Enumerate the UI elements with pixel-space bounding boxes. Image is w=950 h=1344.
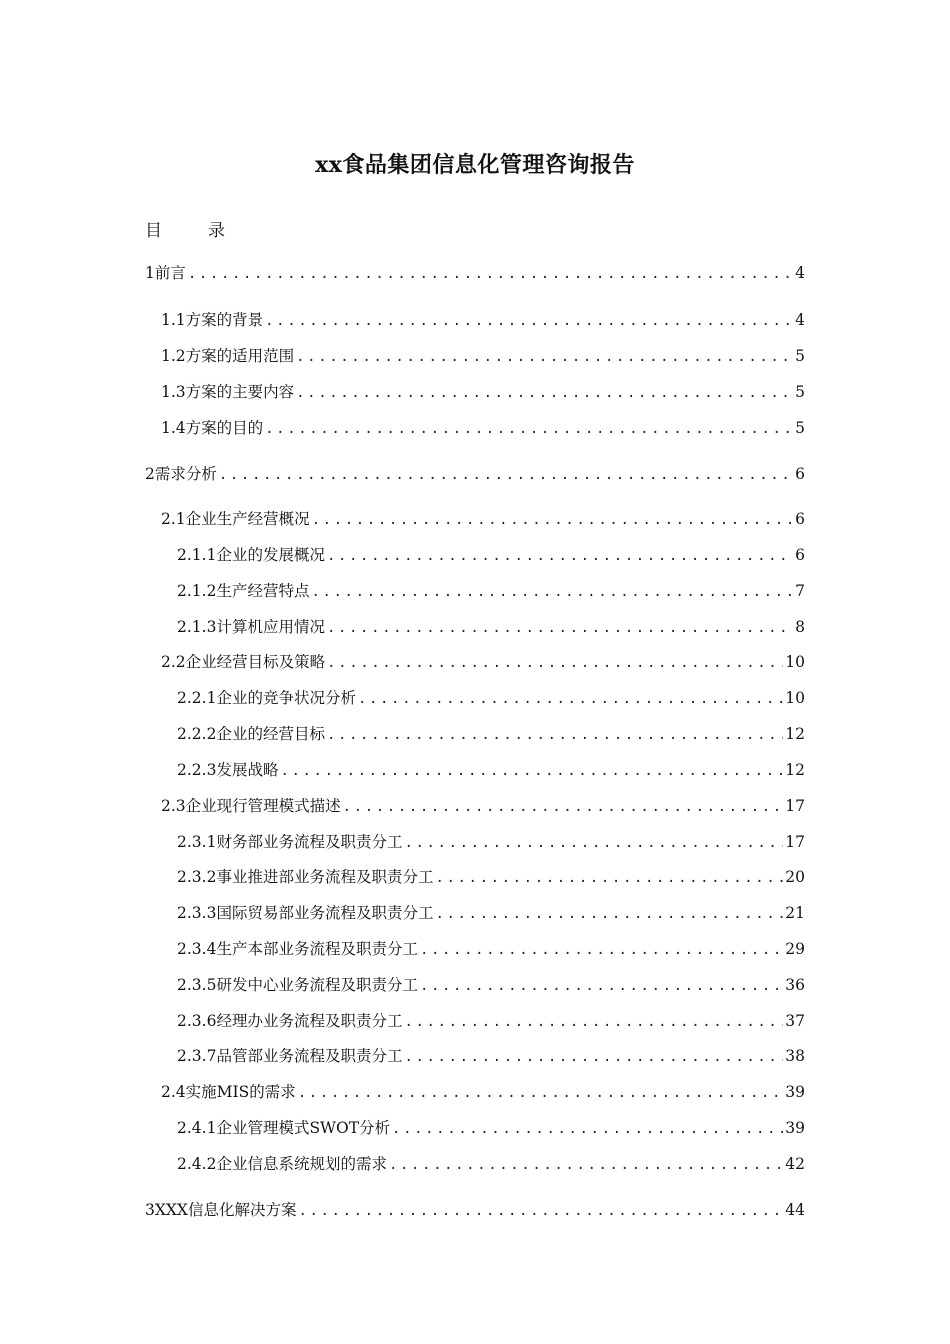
toc-dot-leader xyxy=(296,1200,783,1222)
toc-entry-page: 37 xyxy=(785,1012,805,1030)
toc-dot-leader xyxy=(325,545,793,567)
toc-entry-label: 2.4实施MIS的需求 xyxy=(161,1083,296,1101)
toc-entry-page: 21 xyxy=(785,904,805,922)
toc-entry-page: 4 xyxy=(795,311,805,329)
toc-entry[interactable] xyxy=(177,866,805,889)
toc-heading-left: 目 xyxy=(145,221,162,241)
toc-entry[interactable] xyxy=(145,463,805,486)
toc-entry-page: 42 xyxy=(785,1155,805,1173)
toc-entry[interactable] xyxy=(145,1199,805,1222)
toc-dot-leader xyxy=(433,867,783,889)
toc-entry-label: 2.3.6经理办业务流程及职责分工 xyxy=(177,1012,403,1030)
toc-entry-page: 36 xyxy=(785,976,805,994)
toc-dot-leader xyxy=(325,724,783,746)
toc-entry-label: 1.3方案的主要内容 xyxy=(161,383,295,401)
toc-entry[interactable] xyxy=(177,831,805,854)
toc-dot-leader xyxy=(402,1046,783,1068)
toc-entry[interactable] xyxy=(177,1153,805,1176)
toc-dot-leader xyxy=(186,263,793,285)
toc-entry-page: 6 xyxy=(795,465,805,483)
toc-entry[interactable] xyxy=(177,1117,805,1140)
toc-entry-label: 2.2.1企业的竞争状况分析 xyxy=(177,689,356,707)
toc-dot-leader xyxy=(310,509,793,531)
toc-dot-leader xyxy=(296,1082,784,1104)
toc-dot-leader xyxy=(325,652,783,674)
toc-dot-leader xyxy=(263,310,793,332)
toc-entry[interactable] xyxy=(177,1010,805,1033)
toc-entry[interactable] xyxy=(161,508,805,531)
toc-entry-page: 17 xyxy=(785,833,805,851)
toc-entry-label: 2.2.3发展战略 xyxy=(177,761,279,779)
toc-entry[interactable] xyxy=(177,1045,805,1068)
toc-entry-label: 2.1企业生产经营概况 xyxy=(161,510,310,528)
toc-entry-page: 38 xyxy=(785,1047,805,1065)
document-title: xx食品集团信息化管理咨询报告 xyxy=(315,152,635,178)
toc-entry[interactable] xyxy=(161,1081,805,1104)
toc-dot-leader xyxy=(263,418,793,440)
toc-entry[interactable] xyxy=(161,795,805,818)
toc-entry-page: 44 xyxy=(785,1201,805,1219)
toc-entry-label: 2.1.3计算机应用情况 xyxy=(177,618,325,636)
toc-entry-page: 6 xyxy=(795,546,805,564)
toc-dot-leader xyxy=(325,617,793,639)
toc-entry-label: 1前言 xyxy=(145,264,186,282)
toc-entry-page: 4 xyxy=(795,264,805,282)
toc-entry-label: 3XXX信息化解决方案 xyxy=(145,1201,297,1219)
toc-entry-label: 1.2方案的适用范围 xyxy=(161,347,295,365)
toc-entry-page: 8 xyxy=(795,618,805,636)
toc-entry[interactable] xyxy=(177,580,805,603)
toc-dot-leader xyxy=(433,903,783,925)
toc-dot-leader xyxy=(341,796,784,818)
toc-entry[interactable] xyxy=(145,262,805,285)
toc-entry-label: 2.3企业现行管理模式描述 xyxy=(161,797,341,815)
toc-entry-label: 2.3.7品管部业务流程及职责分工 xyxy=(177,1047,403,1065)
toc-entry-page: 17 xyxy=(785,797,805,815)
toc-dot-leader xyxy=(294,382,793,404)
toc-entry[interactable] xyxy=(161,309,805,332)
toc-entry-label: 2.3.3国际贸易部业务流程及职责分工 xyxy=(177,904,434,922)
toc-dot-leader xyxy=(309,581,793,603)
toc-entry-page: 20 xyxy=(785,868,805,886)
toc-entry-page: 12 xyxy=(785,761,805,779)
toc-entry-page: 7 xyxy=(795,582,805,600)
toc-entry-label: 2.1.2生产经营特点 xyxy=(177,582,310,600)
toc-entry-label: 2.1.1企业的发展概况 xyxy=(177,546,325,564)
toc-dot-leader xyxy=(418,975,783,997)
toc-dot-leader xyxy=(217,464,793,486)
toc-entry-label: 2.4.2企业信息系统规划的需求 xyxy=(177,1155,387,1173)
toc-dot-leader xyxy=(294,346,793,368)
toc-entry-page: 12 xyxy=(785,725,805,743)
toc-dot-leader xyxy=(402,1011,783,1033)
toc-entry[interactable] xyxy=(177,759,805,782)
toc-dot-leader xyxy=(418,939,783,961)
toc-heading xyxy=(145,216,225,241)
toc-entry-page: 5 xyxy=(795,347,805,365)
toc-entry[interactable] xyxy=(161,381,805,404)
toc-entry[interactable] xyxy=(177,938,805,961)
toc-entry-page: 6 xyxy=(795,510,805,528)
toc-entry-label: 2需求分析 xyxy=(145,465,217,483)
toc-entry-label: 2.3.5研发中心业务流程及职责分工 xyxy=(177,976,418,994)
toc-entry[interactable] xyxy=(177,616,805,639)
toc-entry[interactable] xyxy=(177,723,805,746)
toc-entry-page: 29 xyxy=(785,940,805,958)
toc-dot-leader xyxy=(402,832,783,854)
toc-entry-label: 2.2.2企业的经营目标 xyxy=(177,725,325,743)
toc-entry[interactable] xyxy=(177,902,805,925)
toc-dot-leader xyxy=(356,688,783,710)
toc-entry[interactable] xyxy=(177,687,805,710)
toc-entry-page: 10 xyxy=(785,689,805,707)
toc-entry[interactable] xyxy=(161,417,805,440)
toc-entry-label: 1.1方案的背景 xyxy=(161,311,264,329)
toc-dot-leader xyxy=(390,1118,783,1140)
toc-entry-page: 10 xyxy=(785,653,805,671)
toc-entry-label: 2.4.1企业管理模式SWOT分析 xyxy=(177,1119,391,1137)
toc-entry[interactable] xyxy=(161,345,805,368)
toc-entry-label: 1.4方案的目的 xyxy=(161,419,264,437)
toc-entry[interactable] xyxy=(177,974,805,997)
toc-entry-page: 5 xyxy=(795,419,805,437)
toc-dot-leader xyxy=(387,1154,783,1176)
toc-entry-page: 39 xyxy=(785,1119,805,1137)
toc-entry-page: 5 xyxy=(795,383,805,401)
toc-entry[interactable] xyxy=(161,651,805,674)
toc-entry-label: 2.3.4生产本部业务流程及职责分工 xyxy=(177,940,418,958)
toc-entry-label: 2.2企业经营目标及策略 xyxy=(161,653,326,671)
toc-entry-label: 2.3.1财务部业务流程及职责分工 xyxy=(177,833,403,851)
toc-entry[interactable] xyxy=(177,544,805,567)
toc-entry-label: 2.3.2事业推进部业务流程及职责分工 xyxy=(177,868,434,886)
toc-heading-right: 录 xyxy=(208,221,225,241)
toc-entry-page: 39 xyxy=(785,1083,805,1101)
toc-dot-leader xyxy=(278,760,783,782)
